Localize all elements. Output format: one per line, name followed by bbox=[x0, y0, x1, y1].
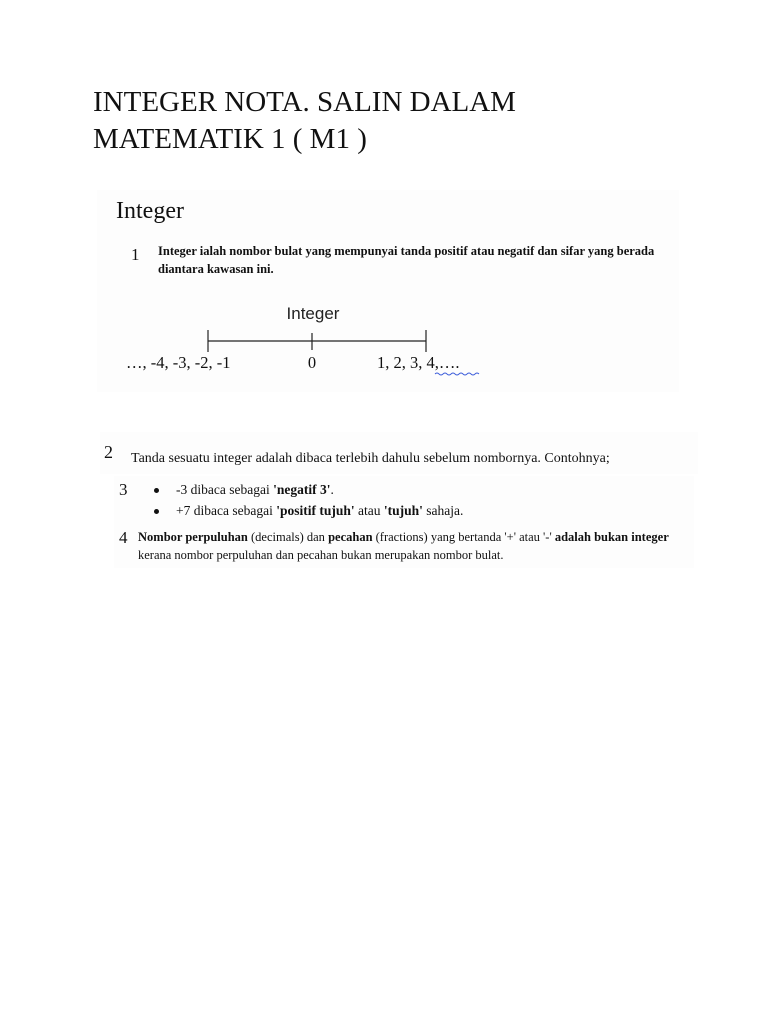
example-2-bold-1: 'positif tujuh' bbox=[276, 503, 355, 518]
note-text-2: (fractions) yang bertanda '+' atau '-' bbox=[372, 530, 555, 544]
item-number-1: 1 bbox=[131, 245, 140, 264]
number-line-zero: 0 bbox=[307, 353, 317, 372]
example-1-post: . bbox=[330, 482, 334, 497]
note-bold-2: pecahan bbox=[328, 530, 373, 544]
spellcheck-squiggle bbox=[435, 373, 479, 375]
integer-definition-text: Integer ialah nombor bulat yang mempunyai tanda positif atau negatif dan sifar yang berada diantara kawasan ini. bbox=[158, 244, 655, 276]
list-item bbox=[152, 480, 463, 500]
bullet-icon bbox=[154, 509, 159, 514]
reading-examples-list bbox=[152, 480, 463, 522]
note-text-1: (decimals) dan bbox=[247, 530, 329, 544]
item-number-4: 4 bbox=[119, 528, 128, 547]
non-integer-note bbox=[138, 528, 678, 564]
integer-number-line bbox=[110, 296, 510, 378]
bullet-icon bbox=[154, 488, 159, 493]
note-bold-3: adalah bukan integer bbox=[554, 530, 669, 544]
example-2-bold-2: 'tujuh' bbox=[383, 503, 423, 518]
example-2-post: sahaja. bbox=[422, 503, 464, 518]
note-text-3: kerana nombor perpuluhan dan pecahan bukan merupakan nombor bulat. bbox=[138, 548, 504, 562]
reading-rule-text: Tanda sesuatu integer adalah dibaca terlebih dahulu sebelum nombornya. Contohnya; bbox=[131, 451, 610, 466]
page-title bbox=[93, 84, 693, 158]
item-number-3: 3 bbox=[119, 480, 128, 499]
note-bold-1: Nombor perpuluhan bbox=[138, 530, 248, 544]
page-title-line-2: MATEMATIK 1 ( M1 ) bbox=[93, 123, 367, 155]
number-line-positives bbox=[377, 353, 460, 372]
example-2-mid: atau bbox=[354, 503, 384, 518]
item-number-2: 2 bbox=[104, 442, 113, 462]
page-title-line-1: INTEGER NOTA. SALIN DALAM bbox=[93, 86, 516, 118]
example-2-pre: +7 dibaca sebagai bbox=[176, 503, 277, 518]
example-1-pre: -3 dibaca sebagai bbox=[176, 482, 274, 497]
list-item bbox=[152, 501, 463, 521]
number-line-positives-tail: 4,…. bbox=[426, 353, 460, 372]
number-line-positives-main: 1, 2, 3, bbox=[377, 353, 427, 372]
section-heading: Integer bbox=[116, 198, 184, 224]
number-line-negatives: …, -4, -3, -2, -1 bbox=[126, 353, 231, 372]
example-1-bold: 'negatif 3' bbox=[273, 482, 331, 497]
number-line-label: Integer bbox=[286, 304, 340, 323]
